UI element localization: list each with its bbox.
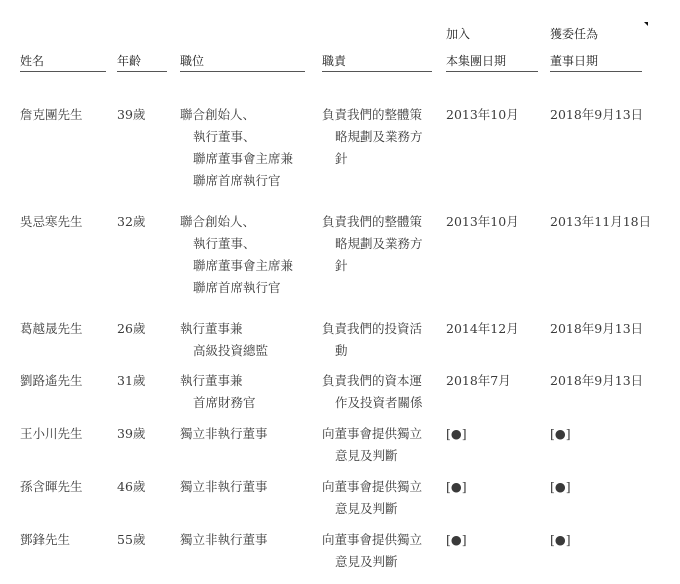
join-date: [●] (446, 426, 467, 441)
director-age: 55歲 (117, 532, 146, 547)
header-name: 姓名 (20, 54, 45, 68)
director-duties (322, 211, 423, 277)
director-age: 39歲 (117, 107, 146, 122)
director-duties (322, 104, 423, 170)
director-duties (322, 370, 423, 414)
join-date: [●] (446, 479, 467, 494)
director-age: 26歲 (117, 321, 146, 336)
appoint-date: 2018年9月13日 (550, 107, 644, 122)
director-name: 孫含暉先生 (20, 479, 83, 494)
join-date: [●] (446, 532, 467, 547)
duties-line: 動 (335, 343, 348, 358)
join-date: 2014年12月 (446, 321, 519, 336)
duties-line: 意見及判斷 (335, 501, 398, 516)
director-duties (322, 529, 422, 573)
director-position (180, 104, 293, 192)
appoint-date: [●] (550, 426, 571, 441)
director-position (180, 423, 268, 445)
join-date: 2013年10月 (446, 214, 519, 229)
duties-line: 負責我們的整體策 (322, 107, 423, 122)
position-line: 獨立非執行董事 (180, 532, 268, 547)
header-age: 年齡 (117, 54, 142, 68)
position-line: 獨立非執行董事 (180, 479, 268, 494)
duties-line: 針 (335, 258, 348, 273)
header-rule-position (180, 71, 305, 72)
appoint-date: 2018年9月13日 (550, 321, 644, 336)
position-line: 聯席董事會主席兼 (193, 258, 294, 273)
duties-line: 負責我們的資本運 (322, 373, 423, 388)
join-date: 2018年7月 (446, 373, 511, 388)
director-age: 31歲 (117, 373, 146, 388)
duties-line: 向董事會提供獨立 (322, 479, 423, 494)
director-name: 鄧鋒先生 (20, 532, 71, 547)
position-line: 聯合創始人、 (180, 107, 256, 122)
duties-line: 負責我們的整體策 (322, 214, 423, 229)
director-position (180, 529, 268, 551)
position-line: 聯合創始人、 (180, 214, 256, 229)
appoint-date: [●] (550, 479, 571, 494)
header-join-line1: 加入 (446, 27, 471, 41)
director-name: 吳忌寒先生 (20, 214, 83, 229)
director-duties (322, 318, 422, 362)
director-duties (322, 476, 422, 520)
position-line: 聯席董事會主席兼 (193, 151, 294, 166)
director-position (180, 211, 293, 299)
position-line: 聯席首席執行官 (193, 280, 281, 295)
position-line: 執行董事、 (193, 236, 256, 251)
position-line: 執行董事兼 (180, 321, 243, 336)
director-name: 王小川先生 (20, 426, 83, 441)
appoint-date: 2013年11月18日 (550, 214, 652, 229)
duties-line: 略規劃及業務方 (335, 236, 423, 251)
duties-line: 作及投資者關係 (335, 395, 423, 410)
director-age: 46歲 (117, 479, 146, 494)
header-rule-duties (322, 71, 432, 72)
duties-line: 針 (335, 151, 348, 166)
director-age: 32歲 (117, 214, 146, 229)
duties-line: 向董事會提供獨立 (322, 532, 423, 547)
director-position (180, 370, 256, 414)
director-name: 葛越晟先生 (20, 321, 83, 336)
header-join-line2: 本集團日期 (446, 54, 507, 68)
position-line: 執行董事、 (193, 129, 256, 144)
duties-line: 向董事會提供獨立 (322, 426, 423, 441)
duties-line: 負責我們的投資活 (322, 321, 423, 336)
appoint-date: 2018年9月13日 (550, 373, 644, 388)
position-line: 執行董事兼 (180, 373, 243, 388)
position-line: 首席財務官 (193, 395, 256, 410)
duties-line: 意見及判斷 (335, 448, 398, 463)
header-position: 職位 (180, 54, 205, 68)
position-line: 獨立非執行董事 (180, 426, 268, 441)
director-name: 劉路遙先生 (20, 373, 83, 388)
director-age: 39歲 (117, 426, 146, 441)
appoint-date: [●] (550, 532, 571, 547)
header-rule-age (117, 71, 167, 72)
director-duties (322, 423, 422, 467)
header-duties: 職責 (322, 54, 347, 68)
duties-line: 略規劃及業務方 (335, 129, 423, 144)
director-name: 詹克團先生 (20, 107, 83, 122)
position-line: 高級投資總監 (193, 343, 269, 358)
header-appoint-line2: 董事日期 (550, 54, 599, 68)
join-date: 2013年10月 (446, 107, 519, 122)
director-position (180, 476, 268, 498)
director-position (180, 318, 268, 362)
duties-line: 意見及判斷 (335, 554, 398, 569)
corner-mark (644, 22, 648, 26)
header-appoint-line1: 獲委任為 (550, 27, 599, 41)
header-rule-join (446, 71, 538, 72)
position-line: 聯席首席執行官 (193, 173, 281, 188)
header-rule-appoint (550, 71, 642, 72)
header-rule-name (20, 71, 106, 72)
